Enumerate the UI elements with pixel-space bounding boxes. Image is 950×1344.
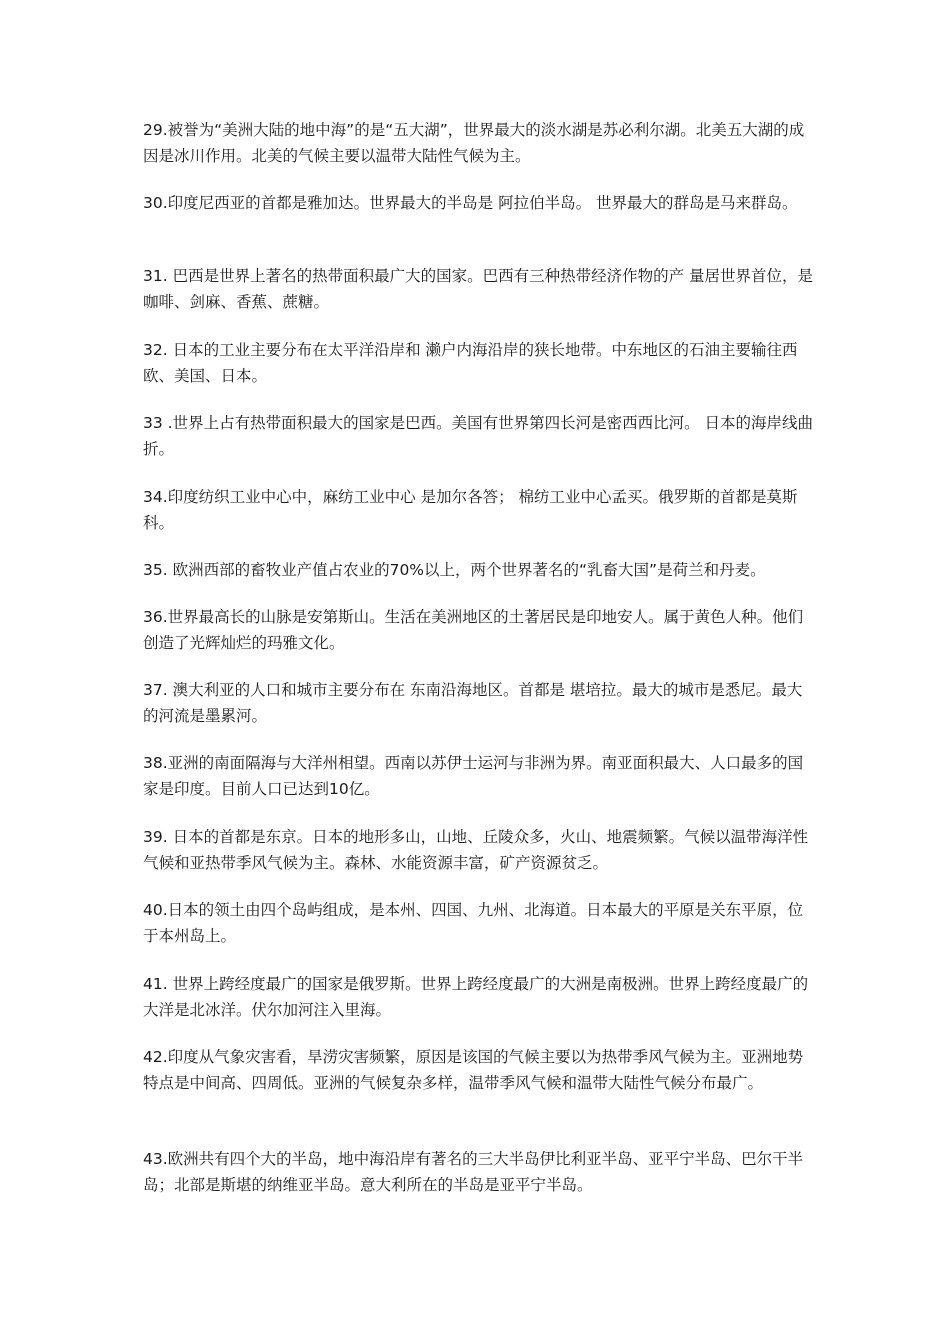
paragraph-32: 32. 日本的工业主要分布在太平洋沿岸和 濑户内海沿岸的狭长地带。中东地区的石油主要输往西欧、美国、日本。: [143, 341, 798, 385]
paragraph-38: 38.亚洲的南面隔海与大洋州相望。西南以苏伊士运河与非洲为界。南亚面积最大、人口最多的国家是印度。目前人口已达到10亿。: [143, 754, 804, 798]
paragraph-29: 29.被誉为“美洲大陆的地中海”的是“五大湖”，世界最大的淡水湖是苏必利尔湖。北美五大湖的成因是冰川作用。北美的气候主要以温带大陆性气候为主。: [143, 121, 805, 165]
paragraph-33: 33 .世界上占有热带面积最大的国家是巴西。美国有世界第四长河是密西西比河。 日本的海岸线曲折。: [143, 414, 814, 458]
paragraph-31: 31. 巴西是世界上著名的热带面积最广大的国家。巴西有三种热带经济作物的产 量居世界首位，是咖啡、剑麻、香蕉、蔗糖。: [143, 267, 814, 311]
paragraph-41: 41. 世界上跨经度最广的国家是俄罗斯。世界上跨经度最广的大洲是南极洲。世界上跨经度最广的大洋是北冰洋。伏尔加河注入里海。: [143, 975, 809, 1019]
paragraph-34: 34.印度纺织工业中心中，麻纺工业中心 是加尔各答； 棉纺工业中心孟买。俄罗斯的首都是莫斯科。: [143, 488, 798, 532]
paragraph-39: 39. 日本的首都是东京。日本的地形多山，山地、丘陵众多，火山、地震频繁。气候以温带海洋性气候和亚热带季风气候为主。森林、水能资源丰富，矿产资源贫乏。: [143, 828, 809, 872]
paragraph-36: 36.世界最高长的山脉是安第斯山。生活在美洲地区的土著居民是印地安人。属于黄色人种。他们创造了光辉灿烂的玛雅文化。: [143, 608, 804, 652]
paragraph-42: 42.印度从气象灾害看，旱涝灾害频繁，原因是该国的气候主要以为热带季风气候为主。亚洲地势特点是中间高、四周低。亚洲的气候复杂多样，温带季风气候和温带大陆性气候分布最广。: [143, 1048, 804, 1092]
paragraph-35: 35. 欧洲西部的畜牧业产值占农业的70%以上，两个世界著名的“乳畜大国”是荷兰和丹麦。: [143, 561, 766, 579]
paragraph-43: 43.欧洲共有四个大的半岛，地中海沿岸有著名的三大半岛伊比利亚半岛、亚平宁半岛、巴尔干半岛；北部是斯堪的纳维亚半岛。意大利所在的半岛是亚平宁半岛。: [143, 1150, 804, 1194]
paragraph-37: 37. 澳大利亚的人口和城市主要分布在 东南沿海地区。首都是 堪培拉。最大的城市是悉尼。最大的河流是墨累河。: [143, 681, 803, 725]
paragraph-40: 40.日本的领土由四个岛屿组成，是本州、四国、九州、北海道。日本最大的平原是关东平原，位于本州岛上。: [143, 901, 804, 945]
paragraph-30: 30.印度尼西亚的首都是雅加达。世界最大的半岛是 阿拉伯半岛。 世界最大的群岛是马来群岛。: [143, 194, 798, 212]
